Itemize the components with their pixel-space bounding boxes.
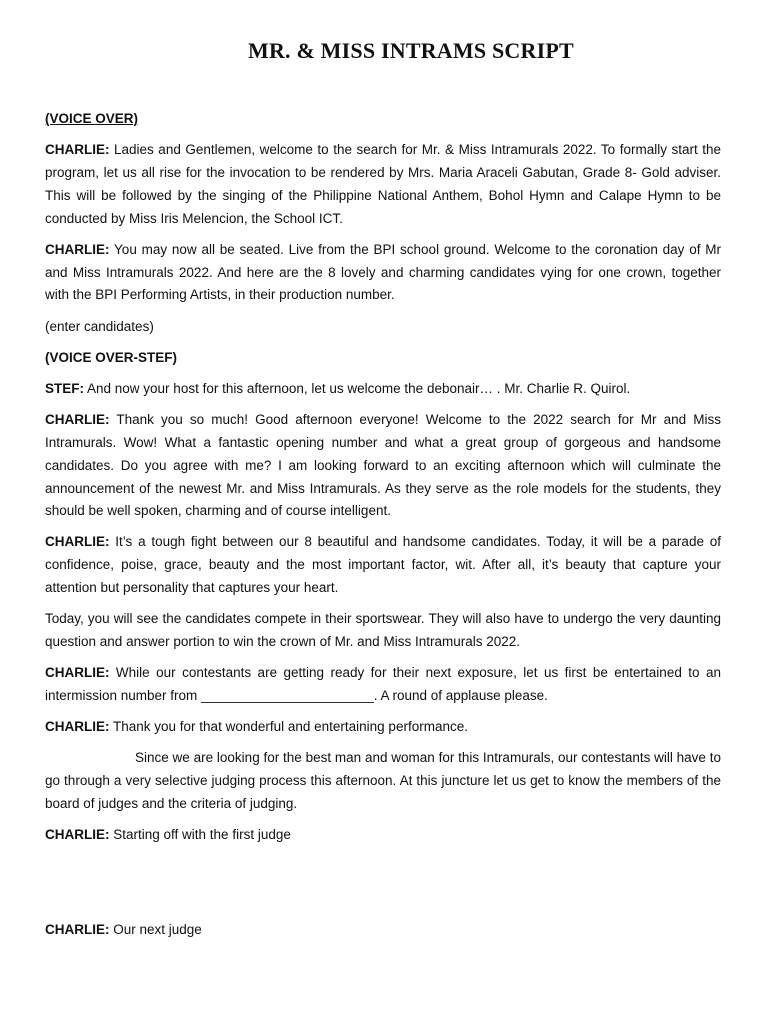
paragraph-text: Our next judge: [109, 922, 202, 937]
voice-over-stef-heading: [45, 347, 721, 370]
paragraph-4: [45, 409, 721, 523]
paragraph-text: Since we are looking for the best man and woman for this Intramurals, our contestants will have to go through a very selective judging process this afternoon. At this juncture let us get to know the members of the board of judges and the criteria of judging.: [45, 750, 721, 812]
paragraph-6: [45, 608, 721, 654]
speaker-label: CHARLIE:: [45, 665, 110, 681]
voice-over-stef-heading-text: (VOICE OVER-STEF): [45, 349, 178, 365]
paragraph-text: You may now all be seated. Live from the BPI school ground. Welcome to the coronation day of Mr and Miss Intramurals 2022. And here are the 8 lovely and charming candidates vying for one crown, together with the BPI Performing Artists, in their production number.: [45, 241, 721, 303]
speaker-label: STEF:: [45, 380, 84, 396]
paragraph-text: Today, you will see the candidates compete in their sportswear. They will also have to undergo the very daunting question and answer portion to win the crown of Mr. and Miss Intramurals 2022.: [45, 611, 721, 650]
paragraph-text: Starting off with the first judge: [109, 827, 291, 843]
stage-direction: [45, 316, 721, 339]
speaker-label: CHARLIE:: [45, 719, 110, 735]
paragraph-1: [45, 139, 721, 230]
paragraph-9: [45, 747, 721, 815]
paragraph-8: [45, 716, 721, 739]
title-container: [0, 38, 768, 70]
document-body: [45, 108, 721, 950]
speaker-label: CHARLIE:: [45, 412, 110, 428]
speaker-label: CHARLIE:: [45, 534, 110, 550]
paragraph-text: Thank you so much! Good afternoon everyone! Welcome to the 2022 search for Mr and Miss Intramurals. Wow! What a fantastic opening number and what a great group of gorgeous and handsome candidates. Do you agree with me? I am looking forward to an exciting afternoon which will culminate the announcement of the newest Mr. and Miss Intramurals. As they serve as the role models for the students, they should be well spoken, charming and of course intelligent.: [45, 412, 721, 519]
paragraph-text: Ladies and Gentlemen, welcome to the search for Mr. & Miss Intramurals 2022. To formally start the program, let us all rise for the invocation to be rendered by Mrs. Maria Araceli Gabutan, Grade 8- Gold adviser. This will be followed by the singing of the Philippine National Anthem, Bohol Hymn and Calape Hymn to be conducted by Miss Iris Melencion, the School ICT.: [45, 142, 721, 226]
voice-over-heading-text: (VOICE OVER): [45, 111, 139, 126]
voice-over-heading: [45, 108, 721, 131]
speaker-label: CHARLIE:: [45, 827, 110, 843]
paragraph-3: [45, 378, 721, 401]
paragraph-11: [45, 919, 721, 942]
document-title: MR. & MISS INTRAMS SCRIPT: [248, 38, 574, 63]
paragraph-text: While our contestants are getting ready for their next exposure, let us first be entertained to an intermission number from _______________________. A round of applause please.: [45, 665, 721, 704]
stage-direction-text: (enter candidates): [45, 318, 154, 334]
paragraph-10: [45, 824, 721, 847]
paragraph-2: [45, 239, 721, 307]
paragraph-text: It’s a tough fight between our 8 beautiful and handsome candidates. Today, it will be a parade of confidence, poise, grace, beauty and the most important factor, wit. After all, it’s beauty that capture your attention but personality that captures your heart.: [45, 534, 721, 596]
paragraph-text: Thank you for that wonderful and entertaining performance.: [109, 719, 468, 735]
speaker-label: CHARLIE:: [45, 922, 110, 937]
paragraph-text: And now your host for this afternoon, let us welcome the debonair… . Mr. Charlie R. Quirol.: [84, 380, 631, 396]
speaker-label: CHARLIE:: [45, 241, 110, 257]
paragraph-5: [45, 531, 721, 599]
speaker-label: CHARLIE:: [45, 142, 110, 158]
paragraph-7: [45, 662, 721, 708]
